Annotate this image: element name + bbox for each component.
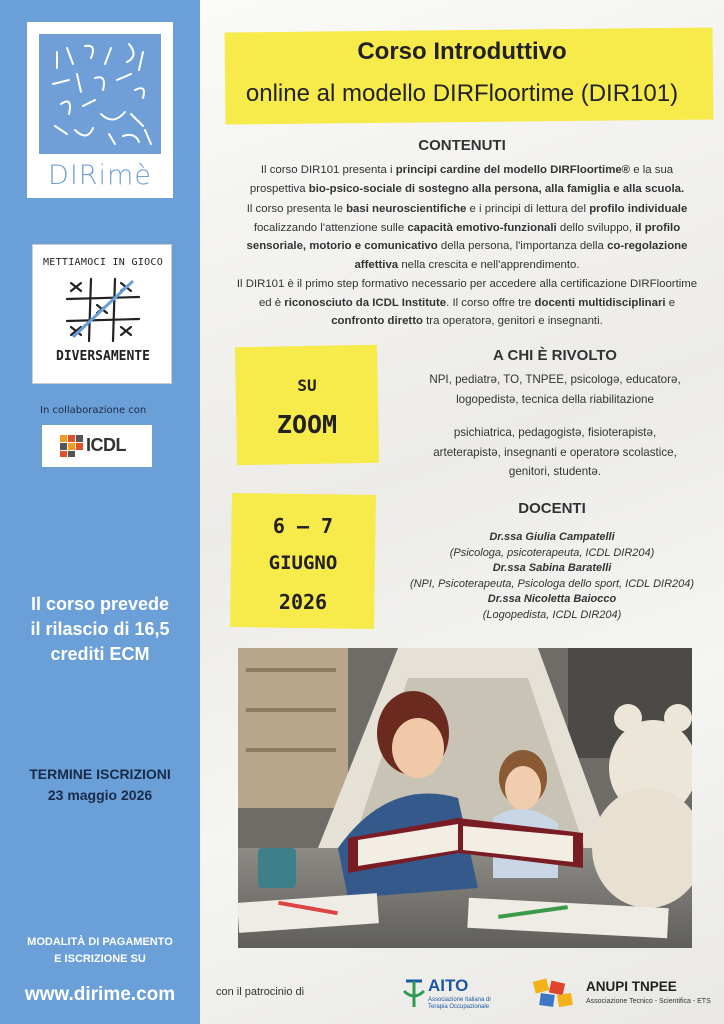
anupi-name: ANUPI TNPEE [586, 979, 677, 994]
page-subtitle: online al modello DIRFloortime (DIR101) [245, 80, 679, 107]
audience-line-3: psichiatrica, pedagogistə, fisioterapistə, [453, 426, 657, 439]
docenti-heading: DOCENTI [518, 500, 586, 517]
mettiamoci-logo [32, 244, 172, 384]
ecm-line-2: il rilascio di 16,5 [30, 619, 170, 639]
logo-doodles-icon [39, 34, 161, 154]
deadline [0, 764, 200, 806]
website-link[interactable]: www.dirime.com [24, 984, 176, 1005]
date-month: GIUGNO [268, 552, 338, 574]
deadline-label: TERMINE ISCRIZIONI [29, 766, 171, 782]
docente-name: Dr.ssa Sabina Baratelli [492, 562, 612, 574]
patronage-label: con il patrocinio di [216, 986, 305, 998]
aito-mark-icon [402, 977, 426, 1009]
docente-role: (Logopedista, ICDL DIR204) [482, 608, 622, 621]
audience-heading: A CHI È RIVOLTO [493, 347, 617, 364]
dirime-logo [27, 22, 173, 198]
audience-line-1: NPI, pediatrə, TO, TNPEE, psicologə, educatorə, [429, 373, 681, 386]
audience-line-4: arteterapistə, insegnanti e operatorə scolastice, [433, 445, 677, 459]
anupi-subtitle: Associazione Tecnico - Scientifica - ETS [586, 998, 711, 1005]
payment-info [0, 934, 200, 968]
zoom-highlight [235, 345, 379, 465]
payment-line-1: MODALITÀ DI PAGAMENTO [27, 936, 173, 948]
payment-line-2: E ISCRIZIONE SU [54, 953, 146, 965]
aito-name: AITO [428, 976, 469, 995]
contenuti-paragraph-3: Il DIR101 è il primo step formativo necessario per accedere alla certificazione DIRFloortime ed è riconosciuto da ICDL Institute. Il corso offre tre docenti multidisciplinari e confronto diretto tra operatorə, genitori e insegnanti. [236, 278, 698, 327]
docente-role: (Psicologa, psicoterapeuta, ICDL DIR204) [449, 546, 655, 559]
contenuti-paragraph-2: Il corso presenta le basi neuroscientifiche e i principi di lettura del profilo individuale focalizzando l'attenzione sulle capacità emotivo-funzionali dello sviluppo, il profilo sensoriale, motorio e comunicativo della persona, l'importanza della co-regolazione affettiva nella crescita e nell'apprendimento. [246, 203, 688, 271]
docenti-list [380, 530, 724, 623]
collaboration-label: In collaborazione con [40, 405, 147, 416]
contenuti-paragraph-1: Il corso DIR101 presenta i principi cardine del modello DIRFloortime® e la sua prospettiva bio-psico-sociale di sostegno alla persona, alla famiglia e alla scuola. [249, 164, 685, 195]
ecm-info [0, 592, 200, 667]
contenuti-heading: CONTENUTI [418, 137, 506, 154]
icdl-mark-icon [60, 435, 84, 457]
mettiamoci-top: METTIAMOCI IN GIOCO [42, 257, 164, 268]
aito-logo [398, 975, 498, 1015]
docente-name: Dr.ssa Giulia Campatelli [489, 531, 615, 543]
tic-tac-toe-icon [63, 277, 143, 343]
mettiamoci-bottom: DIVERSAMENTE [56, 349, 150, 364]
where-prefix: SU [297, 376, 317, 395]
audience-line-2: logopedistə, tecnica della riabilitazione [456, 392, 654, 406]
docente-role: (NPI, Psicoterapeuta, Psicologa dello sport, ICDL DIR204) [409, 577, 695, 590]
ecm-line-1: Il corso prevede [30, 594, 170, 614]
audience-list-1 [390, 370, 720, 409]
logo-pattern [39, 34, 161, 154]
reading-tent-photo-icon [238, 648, 692, 948]
ecm-line-3: crediti ECM [50, 644, 150, 664]
deadline-date: 23 maggio 2026 [47, 787, 153, 803]
hero-photo [238, 648, 692, 948]
audience-list-2 [390, 423, 720, 482]
anupi-puzzle-icon [532, 978, 582, 1008]
date-days: 6 – 7 [272, 514, 334, 538]
page-title: Corso Introduttivo [357, 38, 567, 65]
logo-name: DIRimè [48, 160, 152, 191]
where-platform: ZOOM [276, 410, 338, 439]
date-year: 2026 [278, 590, 328, 614]
icdl-name: ICDL [86, 435, 126, 455]
aito-subtitle: Associazione Italiana di Terapia Occupazionale [428, 997, 491, 1010]
icdl-logo [42, 425, 152, 467]
docente-name: Dr.ssa Nicoletta Baiocco [487, 593, 617, 605]
audience-line-5: genitori, studentə. [508, 465, 602, 478]
